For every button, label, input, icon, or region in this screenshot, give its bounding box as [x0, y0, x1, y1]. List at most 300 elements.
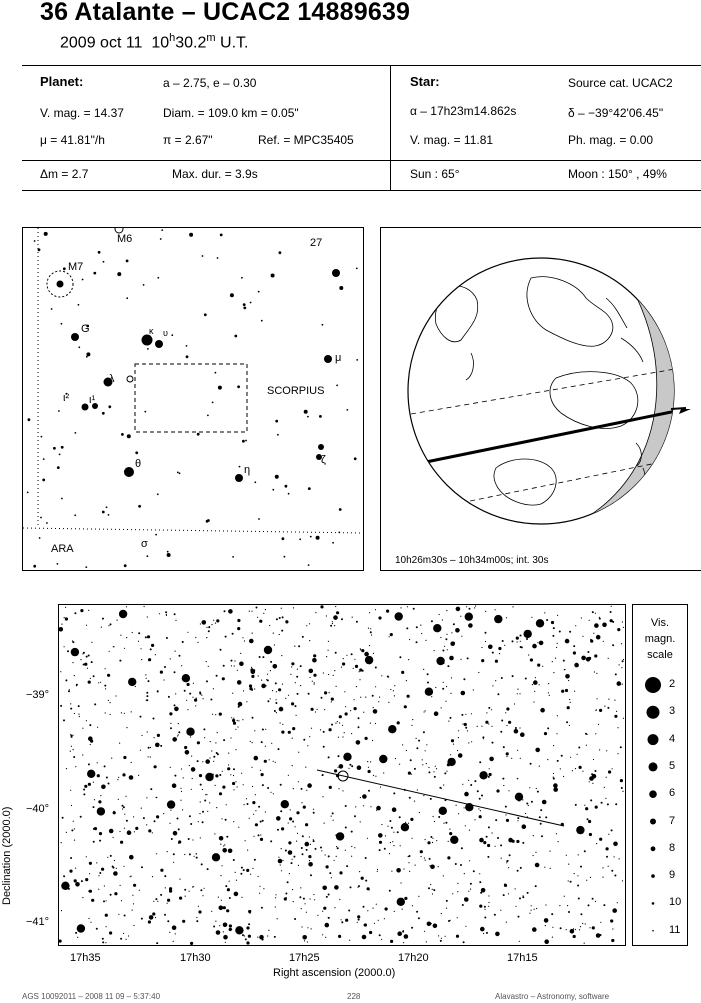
chart-star: [276, 699, 277, 700]
chart-star: [167, 899, 170, 902]
chart-star: [250, 741, 251, 742]
finder-star: [271, 274, 275, 278]
chart-star: [124, 648, 125, 649]
chart-star: [288, 822, 289, 823]
chart-star: [453, 744, 454, 745]
chart-star: [446, 610, 447, 611]
chart-star: [418, 917, 420, 919]
chart-star: [133, 903, 134, 904]
chart-star: [550, 868, 551, 869]
chart-star: [497, 837, 499, 839]
finder-star: [108, 514, 110, 516]
chart-star: [135, 827, 138, 830]
finder-star: [44, 232, 48, 236]
time-scale: U.T.: [220, 34, 249, 52]
finder-star: [82, 279, 84, 281]
chart-star: [474, 819, 475, 820]
chart-star: [234, 892, 239, 897]
chart-star: [473, 689, 474, 690]
chart-star: [273, 761, 274, 762]
chart-star: [575, 625, 576, 626]
scale-dot: [651, 874, 655, 878]
finder-star: [332, 542, 334, 544]
chart-star: [296, 676, 298, 678]
chart-star: [354, 847, 355, 848]
chart-star: [408, 823, 409, 824]
finder-star: [93, 272, 96, 275]
chart-star: [118, 777, 119, 778]
chart-star: [160, 671, 163, 674]
chart-star: [478, 672, 479, 673]
asteroid-position-marker: [127, 376, 133, 382]
chart-star: [356, 686, 357, 687]
chart-star: [424, 857, 425, 858]
chart-star: [345, 827, 347, 829]
chart-star: [123, 756, 126, 759]
chart-star: [458, 737, 459, 738]
chart-star: [149, 915, 154, 920]
chart-star: [397, 898, 405, 906]
chart-star: [611, 829, 613, 831]
chart-star: [313, 839, 314, 840]
chart-star: [267, 679, 269, 681]
chart-star: [313, 674, 316, 677]
chart-star: [197, 760, 199, 762]
chart-star: [369, 612, 370, 613]
chart-star: [534, 909, 535, 910]
label-zeta: ζ: [321, 454, 326, 466]
chart-star: [555, 658, 556, 659]
chart-star: [339, 764, 344, 769]
chart-star: [458, 730, 459, 731]
chart-star: [209, 757, 210, 758]
chart-star: [556, 647, 557, 648]
chart-star: [529, 913, 530, 914]
chart-star: [216, 930, 221, 935]
chart-star: [139, 890, 140, 891]
chart-star: [570, 757, 571, 758]
chart-star: [423, 731, 425, 733]
chart-star: [553, 777, 554, 778]
chart-star: [227, 767, 230, 770]
chart-star: [479, 771, 487, 779]
chart-star: [305, 842, 310, 847]
chart-star: [570, 881, 572, 883]
chart-star: [508, 721, 511, 724]
finder-star: [61, 323, 63, 325]
chart-star: [494, 914, 496, 916]
chart-star: [153, 901, 154, 902]
chart-star: [258, 806, 260, 808]
chart-star: [173, 862, 174, 863]
chart-star: [98, 800, 101, 803]
chart-star: [271, 743, 272, 744]
chart-star: [223, 906, 226, 909]
chart-star: [420, 850, 423, 853]
event-date: 2009 oct 11: [60, 34, 143, 52]
chart-star: [497, 693, 499, 695]
chart-star: [394, 685, 395, 686]
chart-star: [430, 865, 435, 870]
chart-star: [64, 617, 65, 618]
finder-star: [71, 333, 79, 341]
chart-star: [105, 688, 106, 689]
scale-magnitude-label: 7: [669, 814, 676, 827]
chart-star: [244, 804, 245, 805]
chart-star: [539, 684, 540, 685]
chart-star: [339, 899, 340, 900]
chart-star: [505, 712, 506, 713]
chart-star: [309, 836, 310, 837]
chart-star: [181, 791, 182, 792]
chart-star: [443, 682, 444, 683]
chart-star: [351, 653, 353, 655]
minutes-superscript: m: [206, 32, 216, 44]
chart-star: [441, 913, 442, 914]
chart-star: [213, 688, 214, 689]
chart-star: [302, 935, 307, 940]
chart-star: [355, 665, 358, 668]
chart-star: [556, 733, 557, 734]
chart-star: [479, 815, 482, 818]
chart-star: [65, 617, 68, 620]
chart-star: [495, 846, 496, 847]
chart-star: [380, 786, 381, 787]
chart-star: [400, 882, 401, 883]
chart-star: [187, 709, 188, 710]
chart-star: [191, 756, 192, 757]
chart-star: [157, 734, 160, 737]
chart-star: [488, 645, 493, 650]
chart-star: [614, 700, 615, 701]
chart-star: [343, 658, 344, 659]
chart-star: [345, 805, 347, 807]
chart-star: [470, 883, 472, 885]
chart-star: [259, 620, 262, 623]
chart-star: [169, 889, 170, 890]
chart-star: [249, 684, 252, 687]
dec-tick: −40°: [26, 803, 50, 815]
chart-star: [241, 897, 242, 898]
chart-star: [276, 691, 277, 692]
chart-star: [205, 794, 206, 795]
chart-star: [594, 654, 597, 657]
chart-star: [275, 702, 277, 704]
chart-star: [145, 674, 146, 675]
chart-star: [464, 792, 469, 797]
finder-star: [215, 372, 217, 374]
scale-dot: [652, 930, 654, 932]
chart-star: [200, 801, 201, 802]
chart-star: [323, 731, 325, 733]
chart-star: [520, 758, 521, 759]
chart-star: [495, 932, 500, 937]
chart-star: [595, 613, 596, 614]
chart-star: [110, 894, 112, 896]
chart-star: [615, 803, 617, 805]
chart-star: [179, 897, 182, 900]
scale-title-line: scale: [647, 649, 673, 661]
chart-star: [291, 702, 294, 705]
chart-star: [215, 785, 216, 786]
finder-star: [147, 555, 149, 557]
finder-star: [285, 485, 288, 488]
chart-star: [80, 609, 83, 612]
chart-star: [517, 750, 518, 751]
chart-star: [470, 784, 472, 786]
chart-star: [314, 899, 315, 900]
finder-star: [33, 565, 36, 568]
chart-star: [157, 690, 158, 691]
chart-star: [479, 905, 482, 908]
chart-star: [206, 661, 207, 662]
chart-star: [451, 632, 452, 633]
chart-star: [238, 827, 239, 828]
chart-star: [375, 667, 377, 669]
chart-star: [589, 833, 592, 836]
finder-star: [40, 517, 42, 519]
chart-star: [581, 617, 582, 618]
chart-star: [109, 829, 114, 834]
chart-star: [357, 922, 358, 923]
chart-star: [152, 832, 153, 833]
chart-star: [214, 833, 215, 834]
chart-star: [341, 618, 343, 620]
chart-star: [610, 611, 612, 613]
chart-star: [473, 870, 475, 872]
chart-star: [552, 937, 553, 938]
chart-star: [582, 771, 583, 772]
chart-star: [595, 733, 596, 734]
finder-star: [117, 272, 121, 276]
chart-star: [280, 722, 281, 723]
chart-star: [334, 907, 335, 908]
chart-star: [599, 618, 601, 620]
chart-star: [140, 750, 141, 751]
chart-star: [557, 643, 558, 644]
chart-star: [304, 903, 305, 904]
finder-star: [254, 481, 256, 483]
chart-star: [455, 863, 457, 865]
chart-star: [540, 708, 545, 713]
finder-star: [356, 359, 358, 361]
chart-star: [86, 720, 87, 721]
chart-star: [326, 656, 327, 657]
chart-star: [121, 900, 122, 901]
chart-star: [536, 908, 537, 909]
chart-star: [402, 744, 403, 745]
chart-star: [404, 934, 409, 939]
chart-star: [84, 785, 87, 788]
chart-star: [408, 862, 409, 863]
chart-star: [586, 657, 591, 662]
chart-star: [406, 750, 407, 751]
chart-star: [471, 713, 472, 714]
chart-star: [219, 713, 222, 716]
chart-star: [485, 611, 486, 612]
chart-star: [542, 666, 543, 667]
chart-star: [69, 870, 72, 873]
star-vmag: V. mag. = 11.81: [410, 133, 494, 147]
finder-star: [279, 251, 282, 254]
chart-star: [535, 748, 540, 753]
chart-star: [525, 813, 526, 814]
chart-star: [223, 931, 224, 932]
chart-star: [337, 721, 338, 722]
chart-star: [607, 803, 609, 805]
chart-star: [323, 746, 325, 748]
chart-star: [468, 780, 469, 781]
chart-star: [329, 872, 331, 874]
chart-star: [446, 771, 447, 772]
chart-star: [325, 937, 326, 938]
chart-star: [339, 715, 342, 718]
chart-star: [98, 682, 99, 683]
chart-star: [341, 921, 343, 923]
finder-star: [332, 269, 340, 277]
globe-time-caption: 10h26m30s – 10h34m00s; int. 30s: [395, 555, 549, 566]
chart-star: [414, 801, 415, 802]
chart-star: [91, 661, 93, 663]
chart-star: [293, 901, 294, 902]
chart-star: [351, 846, 352, 847]
chart-star: [352, 617, 353, 618]
chart-star: [105, 942, 106, 943]
chart-star: [389, 820, 391, 822]
chart-star: [324, 709, 325, 710]
scale-dot: [649, 762, 658, 771]
chart-star: [178, 734, 179, 735]
chart-star: [378, 616, 381, 619]
max-duration: Max. dur. = 3.9s: [172, 167, 258, 181]
chart-star: [206, 637, 207, 638]
chart-star: [175, 831, 176, 832]
chart-star: [113, 867, 115, 869]
finder-star: [34, 240, 36, 242]
chart-star: [606, 847, 609, 850]
chart-star: [146, 692, 148, 694]
chart-star: [334, 625, 335, 626]
chart-star: [263, 613, 264, 614]
chart-star: [124, 814, 125, 815]
chart-star: [262, 939, 264, 941]
chart-star: [170, 723, 171, 724]
chart-star: [71, 829, 73, 831]
chart-star: [82, 728, 83, 729]
chart-star: [287, 881, 289, 883]
chart-star: [481, 795, 483, 797]
scale-dot: [651, 846, 656, 851]
chart-star: [256, 607, 258, 609]
chart-star: [77, 924, 85, 932]
label-m7: M7: [68, 261, 84, 273]
chart-star: [450, 836, 458, 844]
chart-star: [252, 868, 253, 869]
chart-star: [488, 826, 490, 828]
chart-star: [222, 677, 225, 680]
chart-star: [568, 880, 569, 881]
chart-star: [183, 777, 184, 778]
chart-star: [387, 676, 389, 678]
scale-dot: [652, 902, 655, 905]
chart-star: [400, 607, 401, 608]
chart-star: [70, 708, 72, 710]
chart-star: [68, 888, 70, 890]
chart-star: [501, 858, 502, 859]
chart-star: [321, 850, 322, 851]
chart-star: [481, 647, 482, 648]
chart-star: [622, 684, 623, 685]
chart-star: [495, 680, 496, 681]
finder-star: [126, 260, 129, 263]
chart-star: [281, 608, 282, 609]
chart-star: [119, 743, 120, 744]
chart-star: [276, 816, 281, 821]
chart-star: [156, 797, 157, 798]
chart-star: [177, 735, 178, 736]
chart-star: [102, 618, 104, 620]
chart-star: [254, 859, 256, 861]
chart-star: [208, 630, 210, 632]
chart-star: [245, 840, 246, 841]
finder-star: [147, 348, 149, 350]
chart-star: [620, 779, 623, 782]
chart-star: [89, 873, 90, 874]
finder-star: [61, 498, 63, 500]
chart-star: [433, 889, 435, 891]
chart-star: [97, 807, 105, 815]
chart-star: [275, 894, 276, 895]
chart-star: [260, 834, 261, 835]
chart-star: [595, 770, 597, 772]
chart-star: [549, 695, 550, 696]
chart-star: [520, 867, 522, 869]
chart-star: [404, 826, 405, 827]
chart-star: [567, 706, 570, 709]
chart-star: [233, 718, 234, 719]
chart-star: [457, 891, 458, 892]
chart-star: [381, 675, 382, 676]
chart-star: [346, 655, 347, 656]
chart-star: [623, 627, 624, 628]
chart-star: [260, 838, 263, 841]
label-27: 27: [310, 237, 323, 249]
chart-star: [412, 719, 413, 720]
chart-star: [123, 933, 124, 934]
chart-star: [80, 816, 82, 818]
chart-star: [536, 788, 537, 789]
chart-star: [224, 610, 226, 612]
chart-star: [565, 639, 570, 644]
moon-info: Moon : 150° , 49%: [568, 167, 667, 181]
chart-star: [449, 829, 450, 830]
chart-star: [147, 635, 150, 638]
chart-star: [481, 659, 484, 662]
chart-star: [373, 775, 374, 776]
chart-star: [565, 689, 568, 692]
chart-star: [469, 860, 470, 861]
chart-star: [418, 896, 419, 897]
chart-star: [338, 935, 341, 938]
chart-star: [119, 610, 127, 618]
chart-star: [224, 844, 225, 845]
scale-title-line: Vis.: [650, 617, 670, 629]
chart-star: [375, 609, 376, 610]
chart-star: [231, 660, 233, 662]
chart-star: [191, 789, 192, 790]
chart-star: [285, 893, 287, 895]
chart-star: [611, 606, 612, 607]
